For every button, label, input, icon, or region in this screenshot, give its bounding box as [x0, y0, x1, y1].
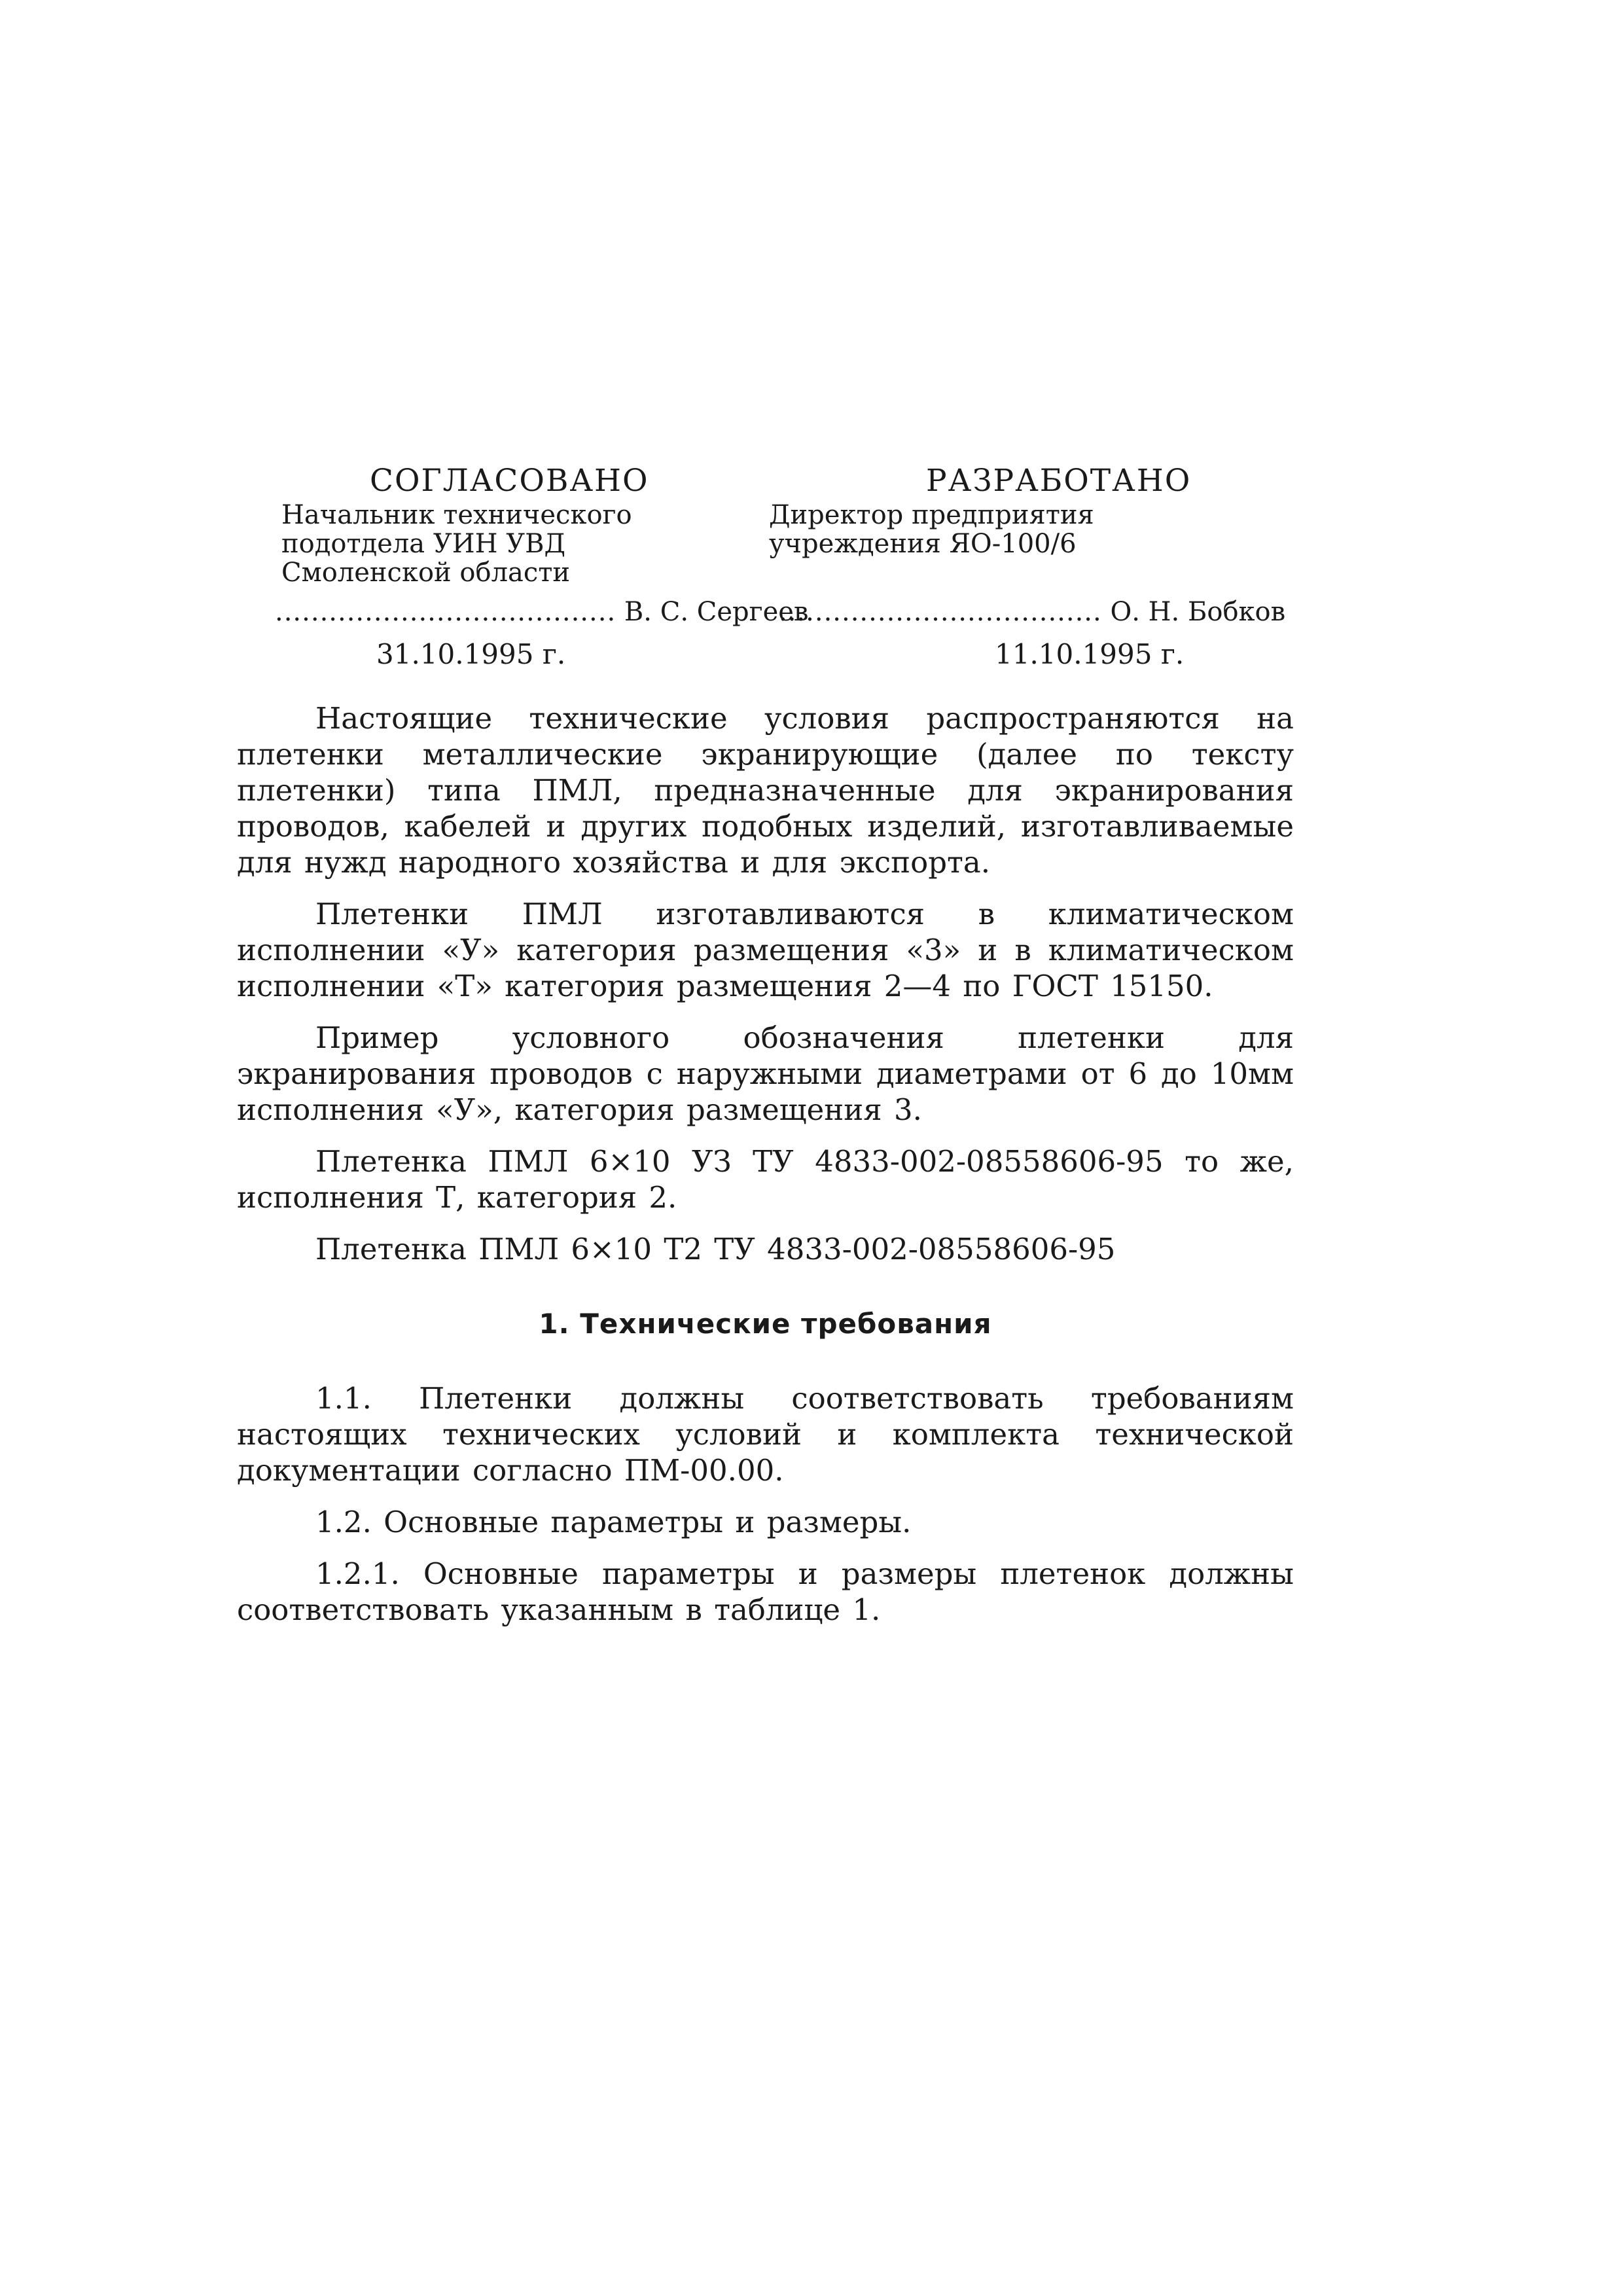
approval-block-developed	[762, 461, 1306, 558]
signature-dots: ......................................	[275, 597, 616, 627]
developed-position-line: Директор предприятия	[769, 500, 1094, 530]
signature-dots: ....................................	[779, 597, 1102, 627]
body-paragraph: Пример условного обозначения плетенки для экранирования проводов с наружными диаметрами от 6 до 10мм исполнения «У», категория размещения 3.	[237, 1020, 1294, 1127]
agreed-signatory: В. С. Сергеев	[624, 597, 809, 627]
body-paragraph: Плетенка ПМЛ 6×10 Т2 ТУ 4833-002-08558606-95	[315, 1232, 1116, 1266]
agreed-position-line: подотдела УИН УВД	[281, 529, 566, 559]
section-paragraph: 1.1. Плетенки должны соответствовать требованиям настоящих технических условий и комплекта технической документации согласно ПМ-00.00.	[237, 1381, 1294, 1488]
agreed-date: 31.10.1995 г.	[376, 638, 566, 670]
approval-block-agreed	[259, 461, 769, 587]
developed-signatory: О. Н. Бобков	[1110, 597, 1286, 627]
section-paragraph: 1.2. Основные параметры и размеры.	[315, 1505, 912, 1539]
section-paragraph: 1.2.1. Основные параметры и размеры плетенок должны соответствовать указанным в таблице 1.	[237, 1556, 1294, 1627]
body-paragraph: Плетенки ПМЛ изготавливаются в климатическом исполнении «У» категория размещения «3» и в климатическом исполнении «Т» категория размещения 2—4 по ГОСТ 15150.	[237, 897, 1294, 1003]
developed-date: 11.10.1995 г.	[995, 638, 1185, 670]
agreed-position-line: Начальник технического	[281, 500, 632, 530]
section-title: 1. Технические требования	[539, 1308, 992, 1340]
agreed-signature-line	[275, 596, 808, 628]
agreed-heading: СОГЛАСОВАНО	[370, 463, 649, 499]
developed-signature-line	[779, 596, 1285, 628]
agreed-position-line: Смоленской области	[281, 558, 571, 588]
developed-position-line: учреждения ЯО-100/6	[769, 529, 1077, 559]
developed-position	[762, 501, 1306, 558]
developed-heading: РАЗРАБОТАНО	[926, 463, 1192, 499]
body-paragraph: Настоящие технические условия распространяются на плетенки металлические экранирующие (далее по тексту плетенки) типа ПМЛ, предназначенные для экранирования проводов, кабелей и других подобных изделий, изготавливаемые для нужд народного хозяйства и для экспорта.	[237, 701, 1294, 880]
body-paragraph: Плетенка ПМЛ 6×10 УЗ ТУ 4833-002-08558606-95 то же, исполнения Т, категория 2.	[237, 1144, 1294, 1215]
document-body	[237, 700, 1294, 1643]
agreed-position	[259, 501, 769, 587]
